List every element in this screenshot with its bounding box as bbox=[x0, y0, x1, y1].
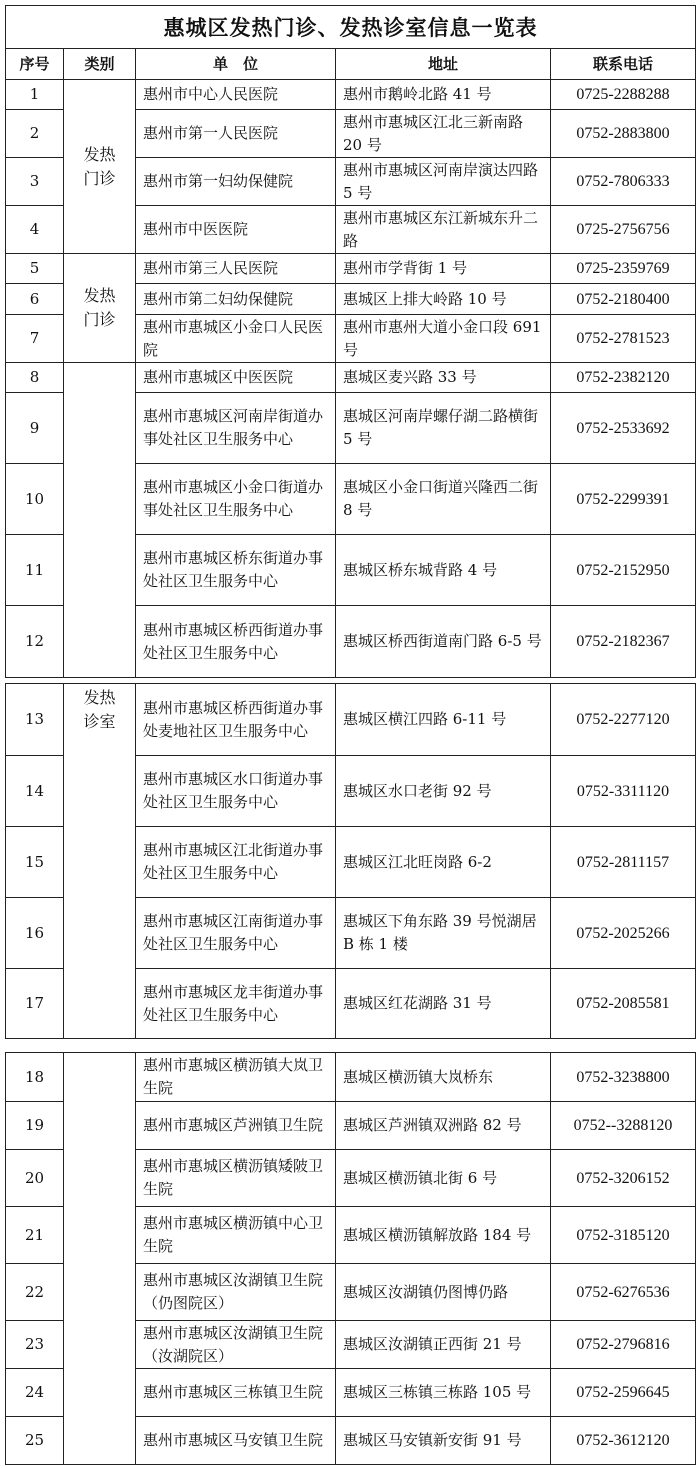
row-no: 9 bbox=[6, 393, 64, 464]
row-phone: 0752-3206152 bbox=[551, 1150, 696, 1207]
row-phone: 0752-2277120 bbox=[551, 684, 696, 756]
row-phone: 0752--3288120 bbox=[551, 1102, 696, 1150]
table-row bbox=[6, 80, 696, 110]
row-phone: 0752-2182367 bbox=[551, 606, 696, 678]
header-unit: 单 位 bbox=[136, 49, 336, 80]
row-phone: 0725-2288288 bbox=[551, 80, 696, 110]
row-phone: 0752-3238800 bbox=[551, 1053, 696, 1102]
row-address: 惠城区麦兴路 33 号 bbox=[336, 363, 551, 393]
row-unit: 惠州市惠城区横沥镇矮陂卫生院 bbox=[136, 1150, 336, 1207]
row-address: 惠城区水口老街 92 号 bbox=[336, 756, 551, 827]
row-unit: 惠州市惠城区桥西街道办事处麦地社区卫生服务中心 bbox=[136, 684, 336, 756]
row-phone: 0752-2152950 bbox=[551, 535, 696, 606]
header-no: 序号 bbox=[6, 49, 64, 80]
row-address: 惠州市学背街 1 号 bbox=[336, 254, 551, 284]
row-address: 惠州市惠城区河南岸演达四路 5 号 bbox=[336, 158, 551, 206]
row-no: 12 bbox=[6, 606, 64, 678]
row-phone: 0725-2756756 bbox=[551, 206, 696, 254]
row-unit: 惠州市惠城区横沥镇中心卫生院 bbox=[136, 1207, 336, 1264]
row-no: 8 bbox=[6, 363, 64, 393]
category-cell bbox=[64, 684, 136, 1039]
row-address: 惠城区小金口街道兴隆西二街 8 号 bbox=[336, 464, 551, 535]
row-no: 25 bbox=[6, 1417, 64, 1465]
row-unit: 惠州市中心人民医院 bbox=[136, 80, 336, 110]
row-phone: 0752-6276536 bbox=[551, 1264, 696, 1321]
row-phone: 0752-2811157 bbox=[551, 827, 696, 898]
row-unit: 惠州市惠城区龙丰街道办事处社区卫生服务中心 bbox=[136, 969, 336, 1039]
row-no: 3 bbox=[6, 158, 64, 206]
row-no: 11 bbox=[6, 535, 64, 606]
row-no: 1 bbox=[6, 80, 64, 110]
row-phone: 0752-2382120 bbox=[551, 363, 696, 393]
row-phone: 0752-2533692 bbox=[551, 393, 696, 464]
row-unit: 惠州市惠城区三栋镇卫生院 bbox=[136, 1369, 336, 1417]
table-row bbox=[6, 254, 696, 284]
row-address: 惠城区马安镇新安街 91 号 bbox=[336, 1417, 551, 1465]
info-table-part1 bbox=[5, 5, 696, 678]
header-phone: 联系电话 bbox=[551, 49, 696, 80]
row-unit: 惠州市中医医院 bbox=[136, 206, 336, 254]
row-address: 惠州市鹅岭北路 41 号 bbox=[336, 80, 551, 110]
row-phone: 0725-2359769 bbox=[551, 254, 696, 284]
row-no: 21 bbox=[6, 1207, 64, 1264]
row-no: 19 bbox=[6, 1102, 64, 1150]
row-address: 惠城区横沥镇解放路 184 号 bbox=[336, 1207, 551, 1264]
category-cell bbox=[64, 254, 136, 363]
row-unit: 惠州市惠城区中医医院 bbox=[136, 363, 336, 393]
row-phone: 0752-7806333 bbox=[551, 158, 696, 206]
row-phone: 0752-2180400 bbox=[551, 284, 696, 315]
row-address: 惠城区横沥镇大岚桥东 bbox=[336, 1053, 551, 1102]
row-unit: 惠州市惠城区小金口街道办事处社区卫生服务中心 bbox=[136, 464, 336, 535]
row-no: 13 bbox=[6, 684, 64, 756]
row-phone: 0752-2596645 bbox=[551, 1369, 696, 1417]
row-no: 4 bbox=[6, 206, 64, 254]
category-cell bbox=[64, 80, 136, 254]
row-unit: 惠州市惠城区桥东街道办事处社区卫生服务中心 bbox=[136, 535, 336, 606]
row-unit: 惠州市第三人民医院 bbox=[136, 254, 336, 284]
row-address: 惠州市惠州大道小金口段 691 号 bbox=[336, 315, 551, 363]
row-unit: 惠州市惠城区桥西街道办事处社区卫生服务中心 bbox=[136, 606, 336, 678]
category-cell-blank bbox=[64, 363, 136, 678]
row-address: 惠城区芦洲镇双洲路 82 号 bbox=[336, 1102, 551, 1150]
row-address: 惠州市惠城区江北三新南路 20 号 bbox=[336, 110, 551, 158]
row-address: 惠城区汝湖镇仍图博仍路 bbox=[336, 1264, 551, 1321]
row-address: 惠州市惠城区东江新城东升二路 bbox=[336, 206, 551, 254]
row-no: 16 bbox=[6, 898, 64, 969]
row-phone: 0752-3612120 bbox=[551, 1417, 696, 1465]
row-unit: 惠州市惠城区水口街道办事处社区卫生服务中心 bbox=[136, 756, 336, 827]
row-no: 6 bbox=[6, 284, 64, 315]
row-no: 7 bbox=[6, 315, 64, 363]
category-label: 发热 门诊 bbox=[83, 144, 116, 188]
row-unit: 惠州市第一妇幼保健院 bbox=[136, 158, 336, 206]
row-address: 惠城区下角东路 39 号悦湖居 B 栋 1 楼 bbox=[336, 898, 551, 969]
header-category: 类别 bbox=[64, 49, 136, 80]
row-no: 15 bbox=[6, 827, 64, 898]
row-no: 20 bbox=[6, 1150, 64, 1207]
row-unit: 惠州市惠城区小金口人民医院 bbox=[136, 315, 336, 363]
row-phone: 0752-3185120 bbox=[551, 1207, 696, 1264]
row-no: 10 bbox=[6, 464, 64, 535]
row-no: 2 bbox=[6, 110, 64, 158]
row-no: 24 bbox=[6, 1369, 64, 1417]
table-row bbox=[6, 1053, 696, 1102]
row-no: 17 bbox=[6, 969, 64, 1039]
row-phone: 0752-2025266 bbox=[551, 898, 696, 969]
table-row bbox=[6, 363, 696, 393]
row-no: 14 bbox=[6, 756, 64, 827]
row-phone: 0752-2883800 bbox=[551, 110, 696, 158]
info-table-part3 bbox=[5, 1052, 696, 1465]
row-address: 惠城区河南岸螺仔湖二路横街 5 号 bbox=[336, 393, 551, 464]
row-phone: 0752-3311120 bbox=[551, 756, 696, 827]
header-address: 地址 bbox=[336, 49, 551, 80]
row-unit: 惠州市惠城区汝湖镇卫生院（仍图院区） bbox=[136, 1264, 336, 1321]
row-no: 22 bbox=[6, 1264, 64, 1321]
row-unit: 惠州市惠城区江北街道办事处社区卫生服务中心 bbox=[136, 827, 336, 898]
row-unit: 惠州市惠城区江南街道办事处社区卫生服务中心 bbox=[136, 898, 336, 969]
row-address: 惠城区江北旺岗路 6-2 bbox=[336, 827, 551, 898]
row-phone: 0752-2085581 bbox=[551, 969, 696, 1039]
row-no: 18 bbox=[6, 1053, 64, 1102]
row-phone: 0752-2781523 bbox=[551, 315, 696, 363]
category-cell-blank bbox=[64, 1053, 136, 1465]
table-title: 惠城区发热门诊、发热诊室信息一览表 bbox=[6, 6, 696, 49]
row-address: 惠城区三栋镇三栋路 105 号 bbox=[336, 1369, 551, 1417]
row-unit: 惠州市第一人民医院 bbox=[136, 110, 336, 158]
row-no: 5 bbox=[6, 254, 64, 284]
row-unit: 惠州市惠城区芦洲镇卫生院 bbox=[136, 1102, 336, 1150]
row-address: 惠城区横江四路 6-11 号 bbox=[336, 684, 551, 756]
row-address: 惠城区桥东城背路 4 号 bbox=[336, 535, 551, 606]
row-address: 惠城区上排大岭路 10 号 bbox=[336, 284, 551, 315]
category-label: 发热 诊室 bbox=[83, 688, 116, 731]
row-address: 惠城区桥西街道南门路 6-5 号 bbox=[336, 606, 551, 678]
row-address: 惠城区红花湖路 31 号 bbox=[336, 969, 551, 1039]
info-table-part2 bbox=[5, 683, 696, 1039]
row-unit: 惠州市惠城区马安镇卫生院 bbox=[136, 1417, 336, 1465]
row-unit: 惠州市惠城区河南岸街道办事处社区卫生服务中心 bbox=[136, 393, 336, 464]
category-label: 发热 门诊 bbox=[83, 286, 116, 329]
row-address: 惠城区横沥镇北街 6 号 bbox=[336, 1150, 551, 1207]
table-row bbox=[6, 684, 696, 756]
row-phone: 0752-2299391 bbox=[551, 464, 696, 535]
row-unit: 惠州市第二妇幼保健院 bbox=[136, 284, 336, 315]
row-no: 23 bbox=[6, 1321, 64, 1369]
row-phone: 0752-2796816 bbox=[551, 1321, 696, 1369]
row-address: 惠城区汝湖镇正西街 21 号 bbox=[336, 1321, 551, 1369]
row-unit: 惠州市惠城区汝湖镇卫生院（汝湖院区） bbox=[136, 1321, 336, 1369]
row-unit: 惠州市惠城区横沥镇大岚卫生院 bbox=[136, 1053, 336, 1102]
